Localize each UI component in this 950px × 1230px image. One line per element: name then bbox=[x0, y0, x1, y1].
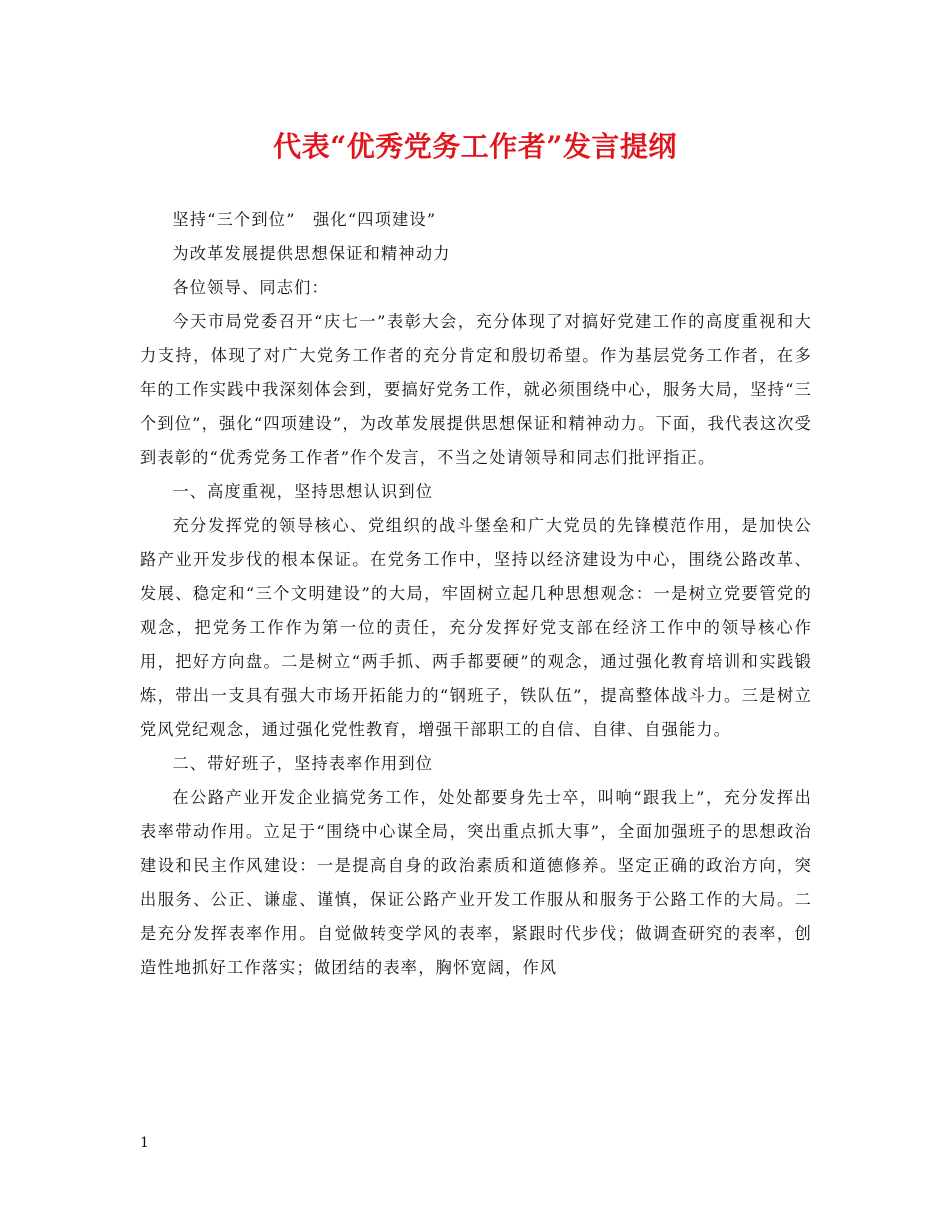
section-paragraph-1: 充分发挥党的领导核心、党组织的战斗堡垒和广大党员的先锋模范作用，是加快公路产业开发步伐的根本保证。在党务工作中，坚持以经济建设为中心，围绕公路改革、发展、稳定和“三个文明建设”的大局，牢固树立起几种思想观念：一是树立党要管党的观念，把党务工作作为第一位的责任，充分发挥好党支部在经济工作中的领导核心作用，把好方向盘。二是树立“两手抓、两手都要硬”的观念，通过强化教育培训和实践锻炼，带出一支具有强大市场开拓能力的“钢班子，铁队伍”，提高整体战斗力。三是树立党风党纪观念，通过强化党性教育，增强干部职工的自信、自律、自强能力。 bbox=[140, 516, 812, 739]
intro-paragraph: 今天市局党委召开“庆七一”表彰大会，充分体现了对搞好党建工作的高度重视和大力支持，体现了对广大党务工作者的充分肯定和殷切希望。作为基层党务工作者，在多年的工作实践中我深刻体会到，要搞好党务工作，就必须围绕中心，服务大局，坚持“三个到位”，强化“四项建设”，为改革发展提供思想保证和精神动力。下面，我代表这次受到表彰的“优秀党务工作者”作个发言，不当之处请领导和同志们批评指正。 bbox=[140, 312, 812, 467]
page-number: 1 bbox=[140, 1135, 149, 1151]
document-title: 代表“优秀党务工作者”发言提纲 bbox=[273, 130, 677, 163]
section-paragraph-2: 在公路产业开发企业搞党务工作，处处都要身先士卒，叫响“跟我上”，充分发挥出表率带动作用。立足于“围绕中心谋全局，突出重点抓大事”，全面加强班子的思想政治建设和民主作风建设：一是提高自身的政治素质和道德修养。坚定正确的政治方向，突出服务、公正、谦虚、谨慎，保证公路产业开发工作服从和服务于公路工作的大局。二是充分发挥表率作用。自觉做转变学风的表率，紧跟时代步伐；做调查研究的表率，创造性地抓好工作落实；做团结的表率，胸怀宽阔，作风 bbox=[140, 788, 812, 977]
salutation: 各位领导、同志们： bbox=[172, 278, 329, 297]
subtitle-line-2: 为改革发展提供思想保证和精神动力 bbox=[172, 244, 451, 263]
subtitle-line-1: 坚持“三个到位” 强化“四项建设” bbox=[172, 210, 437, 229]
document-body bbox=[140, 203, 812, 985]
section-heading-2: 二、带好班子，坚持表率作用到位 bbox=[172, 754, 434, 773]
section-heading-1: 一、高度重视，坚持思想认识到位 bbox=[172, 482, 434, 501]
